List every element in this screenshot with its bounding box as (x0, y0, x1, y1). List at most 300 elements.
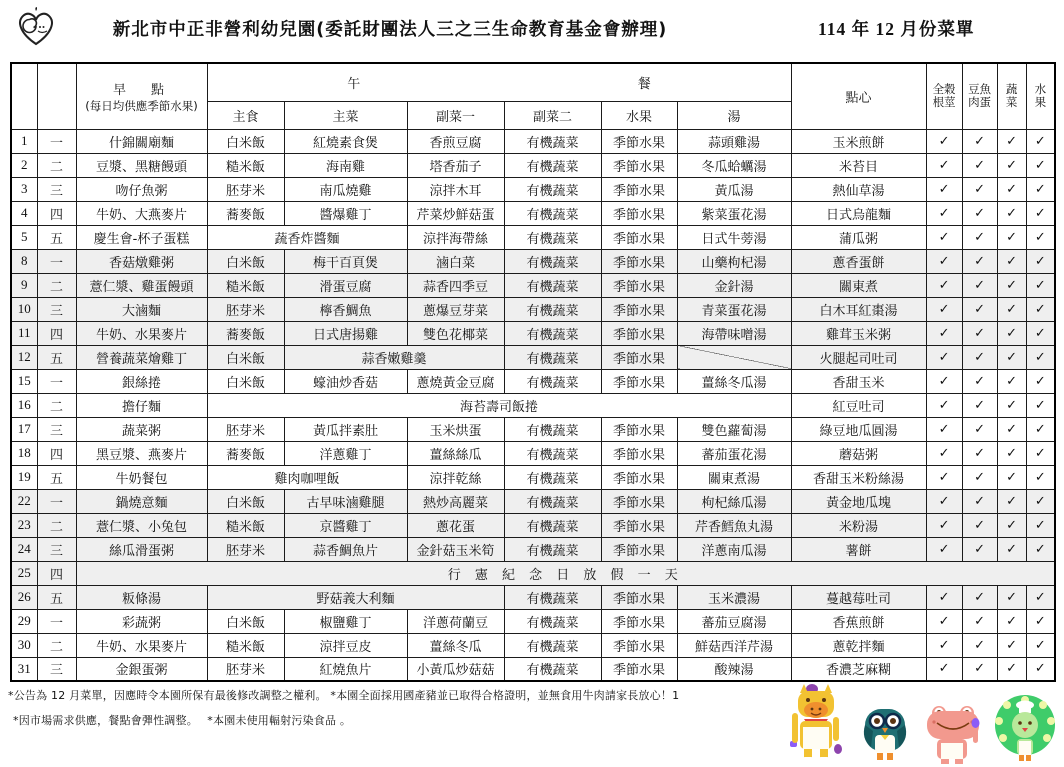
breakfast-cell: 彩蔬粥 (76, 609, 207, 633)
menu-row (11, 321, 1055, 345)
date-cell: 30 (11, 633, 37, 657)
lunch-cell: 古早味滷雞腿 (284, 489, 407, 513)
lunch-cell: 季節水果 (601, 129, 677, 153)
lunch-cell: 有機蔬菜 (504, 297, 601, 321)
check-cell: ✓ (962, 609, 997, 633)
check-cell: ✓ (962, 273, 997, 297)
lunch-cell: 有機蔬菜 (504, 657, 601, 681)
check-cell: ✓ (1026, 441, 1055, 465)
lunch-cell: 薑絲冬瓜 (407, 633, 504, 657)
check-cell: ✓ (1026, 465, 1055, 489)
nutrient-vegetable-line2: 菜 (1005, 95, 1018, 110)
breakfast-cell: 薏仁漿、小兔包 (76, 513, 207, 537)
heart-swirl-logo-icon (13, 5, 59, 49)
weekday-cell: 二 (37, 393, 76, 417)
lunch-cell: 洋蔥南瓜湯 (677, 537, 791, 561)
lunch-cell: 季節水果 (601, 537, 677, 561)
weekday-cell: 二 (37, 153, 76, 177)
date-cell: 3 (11, 177, 37, 201)
menu-row (11, 393, 1055, 417)
menu-row (11, 249, 1055, 273)
check-cell: ✓ (926, 609, 962, 633)
check-cell: ✓ (962, 489, 997, 513)
check-cell: ✓ (997, 225, 1026, 249)
snack-cell: 蘑菇粥 (791, 441, 926, 465)
lunch-cell: 關東煮湯 (677, 465, 791, 489)
date-column-header (11, 63, 37, 129)
lunch-cell: 海苔壽司飯捲 (207, 393, 791, 417)
lunch-cell: 玉米烘蛋 (407, 417, 504, 441)
lunch-cell: 有機蔬菜 (504, 369, 601, 393)
check-cell: ✓ (962, 513, 997, 537)
date-cell: 5 (11, 225, 37, 249)
check-cell: ✓ (926, 345, 962, 369)
lunch-cell: 胚芽米 (207, 177, 284, 201)
check-cell: ✓ (1026, 609, 1055, 633)
lunch-cell: 蒜頭雞湯 (677, 129, 791, 153)
date-cell: 8 (11, 249, 37, 273)
check-cell: ✓ (962, 585, 997, 609)
horse-chef-icon (786, 683, 848, 765)
check-cell: ✓ (1026, 537, 1055, 561)
lunch-cell: 季節水果 (601, 513, 677, 537)
snack-cell: 薯餅 (791, 537, 926, 561)
lunch-cell: 糙米飯 (207, 633, 284, 657)
lunch-cell: 日式牛蒡湯 (677, 225, 791, 249)
check-cell: ✓ (962, 225, 997, 249)
lunch-cell: 蠔油炒香菇 (284, 369, 407, 393)
lunch-cell: 有機蔬菜 (504, 321, 601, 345)
lunch-cell: 熱炒高麗菜 (407, 489, 504, 513)
snack-cell: 米粉湯 (791, 513, 926, 537)
snack-cell: 玉米煎餅 (791, 129, 926, 153)
breakfast-cell: 牛奶餐包 (76, 465, 207, 489)
weekday-column-header (37, 63, 76, 129)
date-cell: 19 (11, 465, 37, 489)
snack-cell: 綠豆地瓜圓湯 (791, 417, 926, 441)
menu-row (11, 585, 1055, 609)
breakfast-cell: 鍋燒意麵 (76, 489, 207, 513)
lunch-cell: 芹香鱈魚丸湯 (677, 513, 791, 537)
date-cell: 9 (11, 273, 37, 297)
date-cell: 15 (11, 369, 37, 393)
lunch-cell: 有機蔬菜 (504, 345, 601, 369)
weekday-cell: 四 (37, 561, 76, 585)
menu-row (11, 129, 1055, 153)
frog-chef-icon (921, 697, 983, 765)
subheader-side-1: 副菜一 (407, 101, 504, 129)
breakfast-cell: 銀絲捲 (76, 369, 207, 393)
check-cell: ✓ (1026, 321, 1055, 345)
check-cell: ✓ (997, 129, 1026, 153)
menu-row (11, 633, 1055, 657)
nutrient-header-protein (962, 63, 997, 129)
lunch-cell: 有機蔬菜 (504, 225, 601, 249)
lunch-cell: 季節水果 (601, 489, 677, 513)
check-cell: ✓ (962, 537, 997, 561)
check-cell: ✓ (997, 465, 1026, 489)
check-cell: ✓ (1026, 177, 1055, 201)
lunch-cell: 蒜香嫩雞羹 (284, 345, 504, 369)
menu-table (10, 62, 1056, 682)
check-cell: ✓ (926, 273, 962, 297)
lunch-cell: 有機蔬菜 (504, 129, 601, 153)
peacock-chef-icon (992, 691, 1058, 765)
lunch-cell: 海南雞 (284, 153, 407, 177)
lunch-cell: 紅燒魚片 (284, 657, 407, 681)
lunch-cell: 蕎麥飯 (207, 201, 284, 225)
lunch-cell: 涼拌木耳 (407, 177, 504, 201)
date-cell: 18 (11, 441, 37, 465)
lunch-cell: 白米飯 (207, 369, 284, 393)
subheader-main-dish: 主菜 (284, 101, 407, 129)
breakfast-cell: 香菇燉雞粥 (76, 249, 207, 273)
subheader-staple: 主食 (207, 101, 284, 129)
check-cell: ✓ (997, 273, 1026, 297)
weekday-cell: 一 (37, 249, 76, 273)
weekday-cell: 三 (37, 537, 76, 561)
breakfast-cell: 粄條湯 (76, 585, 207, 609)
check-cell: ✓ (997, 153, 1026, 177)
lunch-cell: 野菇義大利麵 (207, 585, 504, 609)
date-cell: 16 (11, 393, 37, 417)
lunch-cell: 蕎麥飯 (207, 321, 284, 345)
breakfast-cell: 豆漿、黑糖饅頭 (76, 153, 207, 177)
weekday-cell: 五 (37, 345, 76, 369)
lunch-cell: 季節水果 (601, 249, 677, 273)
date-cell: 17 (11, 417, 37, 441)
check-cell: ✓ (926, 633, 962, 657)
lunch-cell: 季節水果 (601, 345, 677, 369)
lunch-cell: 香煎豆腐 (407, 129, 504, 153)
breakfast-header-label: 早 點 (112, 82, 170, 98)
check-cell: ✓ (962, 345, 997, 369)
breakfast-cell: 擔仔麵 (76, 393, 207, 417)
check-cell: ✓ (1026, 273, 1055, 297)
check-cell: ✓ (1026, 393, 1055, 417)
lunch-cell: 梅干百頁煲 (284, 249, 407, 273)
check-cell: ✓ (926, 321, 962, 345)
breakfast-cell: 慶生會-杯子蛋糕 (76, 225, 207, 249)
lunch-cell: 黃瓜拌素肚 (284, 417, 407, 441)
breakfast-cell: 營養蔬菜燴雞丁 (76, 345, 207, 369)
lunch-cell: 有機蔬菜 (504, 201, 601, 225)
breakfast-cell: 牛奶、水果麥片 (76, 633, 207, 657)
lunch-cell: 紫菜蛋花湯 (677, 201, 791, 225)
check-cell: ✓ (997, 417, 1026, 441)
snack-cell: 蔥乾拌麵 (791, 633, 926, 657)
check-cell: ✓ (997, 633, 1026, 657)
check-cell: ✓ (1026, 153, 1055, 177)
lunch-cell: 有機蔬菜 (504, 177, 601, 201)
lunch-cell: 季節水果 (601, 273, 677, 297)
lunch-cell: 季節水果 (601, 657, 677, 681)
check-cell: ✓ (1026, 369, 1055, 393)
check-cell: ✓ (962, 369, 997, 393)
weekday-cell: 二 (37, 513, 76, 537)
check-cell: ✓ (926, 177, 962, 201)
check-cell: ✓ (962, 441, 997, 465)
check-cell: ✓ (997, 369, 1026, 393)
check-cell: ✓ (926, 657, 962, 681)
lunch-cell: 季節水果 (601, 609, 677, 633)
snack-cell: 白木耳紅棗湯 (791, 297, 926, 321)
nutrient-fruit-line2: 果 (1034, 95, 1047, 110)
lunch-cell: 青菜蛋花湯 (677, 297, 791, 321)
lunch-cell: 胚芽米 (207, 657, 284, 681)
lunch-cell: 白米飯 (207, 345, 284, 369)
check-cell: ✓ (962, 657, 997, 681)
subheader-side-2: 副菜二 (504, 101, 601, 129)
lunch-cell: 涼拌乾絲 (407, 465, 504, 489)
check-cell: ✓ (997, 657, 1026, 681)
menu-row (11, 513, 1055, 537)
snack-cell: 日式烏龍麵 (791, 201, 926, 225)
nutrient-grains-line2: 根莖 (932, 95, 956, 110)
lunch-cell: 金針湯 (677, 273, 791, 297)
lunch-cell: 季節水果 (601, 153, 677, 177)
snack-cell: 蔓越莓吐司 (791, 585, 926, 609)
lunch-cell: 白米飯 (207, 249, 284, 273)
nutrient-fruit-line1: 水 (1034, 82, 1047, 97)
lunch-cell: 有機蔬菜 (504, 489, 601, 513)
lunch-cell: 有機蔬菜 (504, 249, 601, 273)
nutrient-header-fruit (1026, 63, 1055, 129)
lunch-cell: 洋蔥雞丁 (284, 441, 407, 465)
menu-row (11, 201, 1055, 225)
check-cell: ✓ (962, 297, 997, 321)
breakfast-cell: 吻仔魚粥 (76, 177, 207, 201)
weekday-cell: 一 (37, 609, 76, 633)
check-cell: ✓ (962, 417, 997, 441)
check-cell: ✓ (962, 129, 997, 153)
date-cell: 22 (11, 489, 37, 513)
weekday-cell: 三 (37, 177, 76, 201)
menu-row (11, 273, 1055, 297)
weekday-cell: 一 (37, 489, 76, 513)
check-cell: ✓ (997, 537, 1026, 561)
date-cell: 1 (11, 129, 37, 153)
check-cell: ✓ (962, 153, 997, 177)
check-cell: ✓ (962, 249, 997, 273)
lunch-cell: 玉米濃湯 (677, 585, 791, 609)
footnote-line-2: *因市場需求供應，餐點會彈性調整。 *本園未使用輻射污染食品 。 (13, 714, 352, 727)
date-cell: 4 (11, 201, 37, 225)
snack-cell: 雞茸玉米粥 (791, 321, 926, 345)
check-cell: ✓ (926, 297, 962, 321)
lunch-cell: 有機蔬菜 (504, 153, 601, 177)
lunch-cell: 京醬雞丁 (284, 513, 407, 537)
check-cell: ✓ (926, 537, 962, 561)
lunch-cell: 蕎麥飯 (207, 441, 284, 465)
snack-cell: 香濃芝麻糊 (791, 657, 926, 681)
lunch-cell: 有機蔬菜 (504, 465, 601, 489)
lunch-cell: 蕃茄蛋花湯 (677, 441, 791, 465)
owl-chef-icon (857, 695, 913, 765)
date-cell: 26 (11, 585, 37, 609)
lunch-cell: 有機蔬菜 (504, 633, 601, 657)
snack-cell: 黃金地瓜塊 (791, 489, 926, 513)
weekday-cell: 五 (37, 465, 76, 489)
lunch-cell: 涼拌豆皮 (284, 633, 407, 657)
date-cell: 12 (11, 345, 37, 369)
lunch-cell: 有機蔬菜 (504, 273, 601, 297)
menu-row (11, 153, 1055, 177)
lunch-cell: 胚芽米 (207, 417, 284, 441)
lunch-header-right: 餐 (637, 76, 651, 92)
nutrient-vegetable-line1: 蔬 (1005, 82, 1018, 97)
lunch-cell: 日式唐揚雞 (284, 321, 407, 345)
lunch-cell: 鮮菇西洋芹湯 (677, 633, 791, 657)
check-cell: ✓ (1026, 417, 1055, 441)
check-cell: ✓ (926, 369, 962, 393)
lunch-cell: 滷白菜 (407, 249, 504, 273)
lunch-cell: 有機蔬菜 (504, 537, 601, 561)
nutrient-protein-line1: 豆魚 (968, 82, 992, 97)
snack-column-header: 點心 (791, 63, 926, 129)
menu-row (11, 177, 1055, 201)
nutrient-protein-line2: 肉蛋 (968, 95, 992, 110)
weekday-cell: 三 (37, 297, 76, 321)
breakfast-cell: 絲瓜滑蛋粥 (76, 537, 207, 561)
lunch-cell: 有機蔬菜 (504, 441, 601, 465)
menu-row (11, 609, 1055, 633)
check-cell: ✓ (1026, 225, 1055, 249)
subheader-soup: 湯 (677, 101, 791, 129)
lunch-cell: 季節水果 (601, 417, 677, 441)
date-cell: 25 (11, 561, 37, 585)
snack-cell: 香蕉煎餅 (791, 609, 926, 633)
snack-cell: 蒲瓜粥 (791, 225, 926, 249)
check-cell: ✓ (962, 633, 997, 657)
footnote-line-1: *公告為 12 月菜單，因應時令本園所保有最後修改調整之權利。 *本園全面採用國產豬並已取得合格證明，並無食用牛肉請家長放心！1 (8, 689, 680, 702)
check-cell: ✓ (926, 417, 962, 441)
snack-cell: 紅豆吐司 (791, 393, 926, 417)
lunch-cell: 有機蔬菜 (504, 417, 601, 441)
menu-table-body (11, 129, 1055, 681)
menu-row (11, 657, 1055, 681)
menu-row (11, 465, 1055, 489)
lunch-cell (677, 345, 791, 369)
lunch-cell: 有機蔬菜 (504, 585, 601, 609)
holiday-cell: 行 憲 紀 念 日 放 假 一 天 (76, 561, 1055, 585)
check-cell: ✓ (962, 201, 997, 225)
lunch-cell: 酸辣湯 (677, 657, 791, 681)
check-cell: ✓ (926, 585, 962, 609)
snack-cell: 香甜玉米粉絲湯 (791, 465, 926, 489)
breakfast-cell: 金銀蛋粥 (76, 657, 207, 681)
lunch-cell: 季節水果 (601, 465, 677, 489)
check-cell: ✓ (926, 465, 962, 489)
date-cell: 11 (11, 321, 37, 345)
weekday-cell: 三 (37, 657, 76, 681)
lunch-cell: 季節水果 (601, 177, 677, 201)
lunch-cell: 季節水果 (601, 585, 677, 609)
menu-row (11, 489, 1055, 513)
lunch-cell: 南瓜燒雞 (284, 177, 407, 201)
lunch-cell: 塔香茄子 (407, 153, 504, 177)
lunch-header-left: 午 (347, 76, 361, 92)
lunch-cell: 有機蔬菜 (504, 609, 601, 633)
lunch-cell: 海帶味噌湯 (677, 321, 791, 345)
nutrient-grains-line1: 全穀 (932, 82, 956, 97)
nutrient-header-vegetable (997, 63, 1026, 129)
menu-row (11, 369, 1055, 393)
check-cell: ✓ (926, 513, 962, 537)
check-cell: ✓ (1026, 489, 1055, 513)
snack-cell: 熱仙草湯 (791, 177, 926, 201)
lunch-cell: 冬瓜蛤蠣湯 (677, 153, 791, 177)
check-cell: ✓ (997, 489, 1026, 513)
lunch-cell: 白米飯 (207, 609, 284, 633)
nutrient-header-grains (926, 63, 962, 129)
breakfast-cell: 大滷麵 (76, 297, 207, 321)
lunch-cell: 蔥燒黃金豆腐 (407, 369, 504, 393)
check-cell: ✓ (1026, 249, 1055, 273)
check-cell: ✓ (1026, 345, 1055, 369)
lunch-cell: 山藥枸杞湯 (677, 249, 791, 273)
check-cell: ✓ (926, 153, 962, 177)
date-cell: 24 (11, 537, 37, 561)
weekday-cell: 四 (37, 201, 76, 225)
lunch-cell: 季節水果 (601, 441, 677, 465)
lunch-cell: 滑蛋豆腐 (284, 273, 407, 297)
lunch-cell: 季節水果 (601, 321, 677, 345)
lunch-cell: 黃瓜湯 (677, 177, 791, 201)
lunch-cell: 糙米飯 (207, 513, 284, 537)
lunch-cell: 有機蔬菜 (504, 513, 601, 537)
snack-cell: 米苔目 (791, 153, 926, 177)
lunch-cell: 椒鹽雞丁 (284, 609, 407, 633)
weekday-cell: 二 (37, 273, 76, 297)
breakfast-cell: 薏仁漿、雞蛋饅頭 (76, 273, 207, 297)
lunch-cell: 蔬香炸醬麵 (207, 225, 407, 249)
lunch-cell: 洋蔥荷蘭豆 (407, 609, 504, 633)
subheader-fruit: 水果 (601, 101, 677, 129)
lunch-cell: 薑絲絲瓜 (407, 441, 504, 465)
check-cell: ✓ (962, 465, 997, 489)
lunch-cell: 季節水果 (601, 201, 677, 225)
weekday-cell: 五 (37, 585, 76, 609)
check-cell: ✓ (1026, 657, 1055, 681)
lunch-cell: 雙色花椰菜 (407, 321, 504, 345)
check-cell: ✓ (962, 321, 997, 345)
lunch-cell: 季節水果 (601, 225, 677, 249)
menu-row (11, 225, 1055, 249)
lunch-cell: 涼拌海帶絲 (407, 225, 504, 249)
lunch-cell: 紅燒素食煲 (284, 129, 407, 153)
check-cell: ✓ (962, 177, 997, 201)
weekday-cell: 四 (37, 441, 76, 465)
check-cell: ✓ (1026, 201, 1055, 225)
check-cell: ✓ (962, 393, 997, 417)
weekday-cell: 二 (37, 633, 76, 657)
breakfast-header-note: (每日均供應季節水果) (85, 98, 198, 113)
menu-row (11, 561, 1055, 585)
mascot-row (786, 681, 1058, 765)
check-cell: ✓ (1026, 513, 1055, 537)
check-cell: ✓ (997, 609, 1026, 633)
snack-cell: 蔥香蛋餅 (791, 249, 926, 273)
lunch-cell: 芹菜炒鮮菇蛋 (407, 201, 504, 225)
lunch-column-header (207, 63, 791, 101)
date-cell: 23 (11, 513, 37, 537)
snack-cell: 香甜玉米 (791, 369, 926, 393)
lunch-cell: 糙米飯 (207, 153, 284, 177)
check-cell: ✓ (997, 585, 1026, 609)
menu-row (11, 297, 1055, 321)
check-cell: ✓ (997, 393, 1026, 417)
